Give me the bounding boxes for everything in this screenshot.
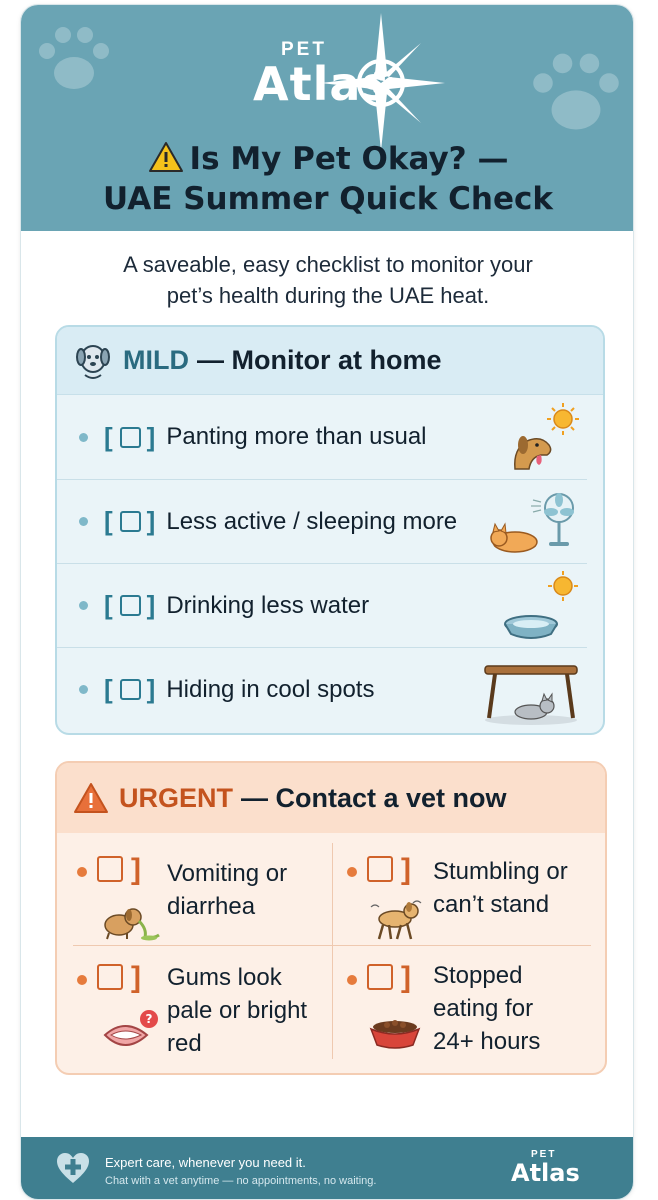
urgent-action-label: — Contact a vet now	[241, 782, 507, 813]
checkbox[interactable]: ]	[97, 853, 141, 887]
sleeping-cat-fan-icon	[489, 486, 581, 558]
mild-item[interactable]	[57, 479, 587, 563]
mild-item-label: Drinking less water	[166, 591, 370, 619]
urgent-item-label: Stumbling or can’t stand	[433, 858, 568, 918]
water-bowl-sun-icon	[501, 570, 581, 642]
checkbox[interactable]: [ ]	[104, 590, 157, 620]
title-line-2: UAE Summer Quick Check	[103, 181, 553, 217]
title-line-1: Is My Pet Okay? —	[189, 141, 509, 177]
checkbox[interactable]: [ ]	[104, 421, 157, 452]
urgent-section	[55, 761, 607, 1075]
mild-item-label: Panting more than usual	[166, 423, 427, 450]
footer-logo-pet: PET	[531, 1149, 557, 1160]
mild-item[interactable]	[57, 395, 587, 479]
mild-item-label: Less active / sleeping more	[166, 507, 458, 535]
checkbox[interactable]: [ ]	[104, 506, 157, 536]
mild-section	[55, 325, 605, 735]
warning-icon	[73, 782, 109, 814]
paw-print-icon	[29, 15, 119, 105]
gums-mouth-icon	[101, 1007, 163, 1059]
pet-atlas-logo	[231, 13, 451, 123]
bullet-dot	[79, 601, 88, 610]
checkbox[interactable]: [ ]	[104, 674, 157, 704]
mild-item[interactable]	[57, 563, 587, 647]
mild-level-label: MILD	[123, 345, 189, 375]
urgent-header	[57, 763, 605, 833]
checklist-card	[20, 4, 634, 1200]
urgent-item-label: Gums look pale or bright red	[167, 964, 308, 1057]
logo-atlas-text: Atlas	[253, 57, 390, 111]
svg-text:?: ?	[145, 1012, 153, 1026]
bullet-dot	[79, 685, 88, 694]
divider	[332, 843, 333, 1059]
urgent-level-label: URGENT	[119, 782, 233, 813]
page-title	[21, 139, 634, 219]
mild-action-label: — Monitor at home	[196, 345, 442, 375]
dog-face-icon	[75, 341, 111, 381]
logo-pet-text: PET	[281, 39, 327, 60]
bullet-dot	[79, 433, 88, 442]
urgent-grid	[57, 833, 605, 1075]
footer-bar	[21, 1137, 634, 1200]
bullet-dot	[347, 867, 357, 877]
urgent-item[interactable]	[77, 851, 327, 947]
vomiting-dog-icon	[99, 893, 161, 941]
subtitle-line-1: A saveable, easy checklist to monitor your	[123, 252, 533, 277]
bullet-dot	[77, 867, 87, 877]
bullet-dot	[77, 975, 87, 985]
mild-item-label: Hiding in cool spots	[166, 675, 375, 703]
urgent-item-label: Stopped eating for 24+ hours	[433, 962, 541, 1055]
footer-subtext: Chat with a vet anytime — no appointments, no waiting.	[105, 1175, 377, 1187]
subtitle	[61, 249, 595, 311]
urgent-item[interactable]	[347, 959, 597, 1069]
subtitle-line-2: pet’s health during the UAE heat.	[166, 283, 490, 308]
header-banner	[21, 5, 634, 231]
food-bowl-icon	[367, 1017, 423, 1051]
stumbling-dog-icon	[367, 893, 427, 941]
mild-header	[57, 327, 603, 395]
checkbox[interactable]: ]	[367, 961, 411, 995]
panting-dog-sun-icon	[501, 401, 581, 473]
checkbox[interactable]: ]	[367, 853, 411, 887]
cat-under-table-icon	[481, 654, 581, 726]
footer-logo-atlas: Atlas	[511, 1159, 580, 1187]
checkbox[interactable]: ]	[97, 961, 141, 995]
bullet-dot	[347, 975, 357, 985]
urgent-item-label: Vomiting or diarrhea	[167, 860, 288, 920]
medical-heart-icon	[55, 1151, 91, 1185]
bullet-dot	[79, 517, 88, 526]
urgent-item[interactable]	[77, 959, 327, 1069]
warning-icon	[148, 141, 184, 173]
mild-item[interactable]	[57, 647, 587, 731]
footer-tagline: Expert care, whenever you need it.	[105, 1155, 306, 1170]
urgent-item[interactable]	[347, 851, 597, 947]
paw-print-icon	[521, 39, 631, 149]
